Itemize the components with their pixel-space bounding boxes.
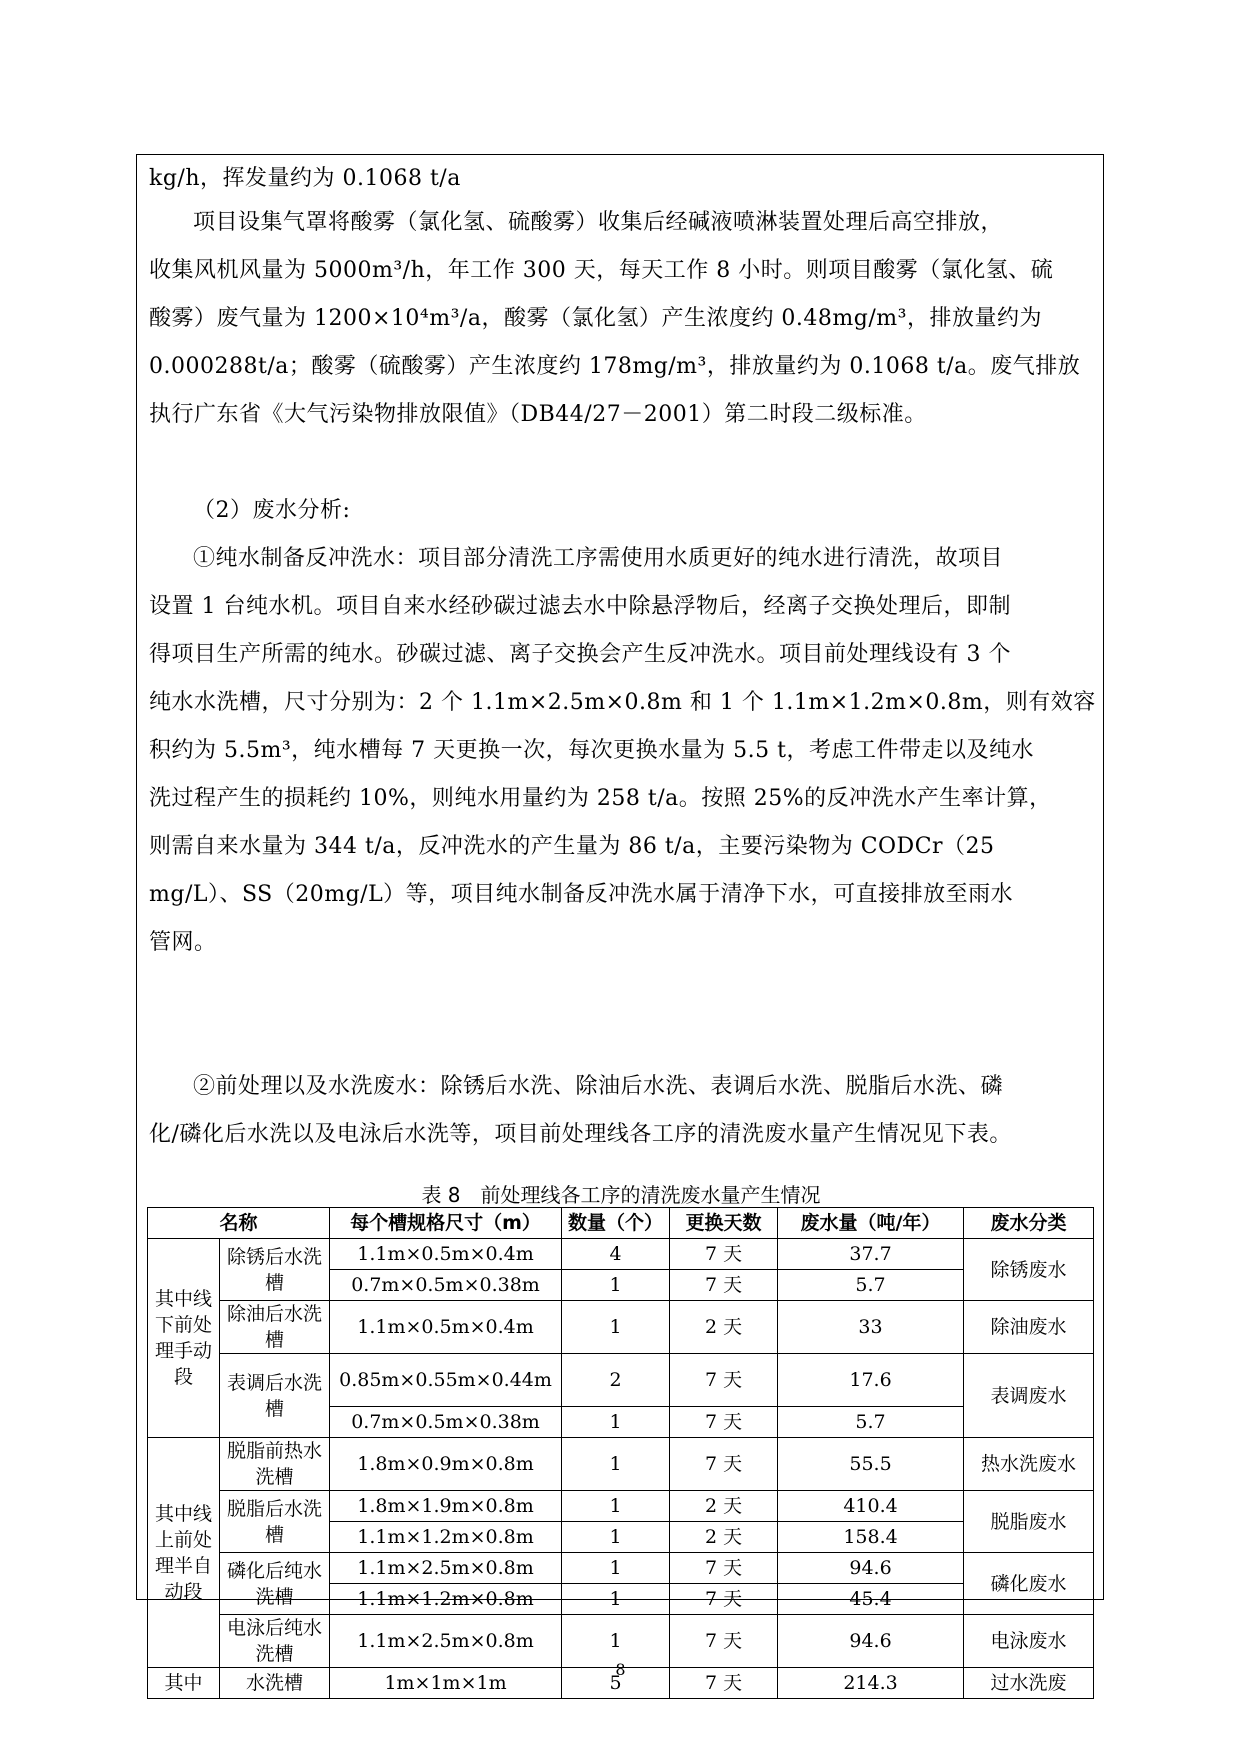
cell-days: 7 天 <box>670 1615 778 1668</box>
cell-category: 除油废水 <box>964 1301 1094 1354</box>
cell-days: 2 天 <box>670 1491 778 1522</box>
text-line: 洗过程产生的损耗约 10%，则纯水用量约为 258 t/a。按照 25%的反冲洗水产生率计算， <box>149 786 1052 811</box>
text-line: （2）废水分析: <box>193 498 351 523</box>
table-header-row <box>148 1208 1094 1239</box>
cell-spec: 1.1m×1.2m×0.8m <box>330 1522 562 1553</box>
text-line: ①纯水制备反冲洗水：项目部分清洗工序需使用水质更好的纯水进行清洗，故项目 <box>193 546 1004 571</box>
text-line: 化/磷化后水洗以及电泳后水洗等，项目前处理线各工序的清洗废水量产生情况见下表。 <box>149 1122 1012 1147</box>
cell-amount: 37.7 <box>778 1239 964 1270</box>
text-line: 积约为 5.5m³，纯水槽每 7 天更换一次，每次更换水量为 5.5 t，考虑工件带走以及纯水 <box>149 738 1034 763</box>
text-line: 设置 1 台纯水机。项目自来水经砂碳过滤去水中除悬浮物后，经离子交换处理后，即制 <box>149 594 1011 619</box>
cell-days: 7 天 <box>670 1553 778 1584</box>
header-category: 废水分类 <box>964 1208 1094 1239</box>
wastewater-table <box>147 1207 1094 1699</box>
cell-category: 热水洗废水 <box>964 1438 1094 1491</box>
cell-qty: 1 <box>562 1270 670 1301</box>
cell-qty: 1 <box>562 1522 670 1553</box>
cell-spec: 0.7m×0.5m×0.38m <box>330 1407 562 1438</box>
text-line: mg/L）、SS（20mg/L）等，项目纯水制备反冲洗水属于清净下水，可直接排放至雨水 <box>149 882 1014 907</box>
header-qty: 数量（个） <box>562 1208 670 1239</box>
cell-spec: 1.1m×1.2m×0.8m <box>330 1584 562 1615</box>
wastewater-heading <box>149 487 1093 535</box>
cell-amount: 55.5 <box>778 1438 964 1491</box>
cell-category: 脱脂废水 <box>964 1491 1094 1553</box>
header-spec: 每个槽规格尺寸（m） <box>330 1208 562 1239</box>
cell-amount: 5.7 <box>778 1270 964 1301</box>
cell-amount: 33 <box>778 1301 964 1354</box>
cell-days: 7 天 <box>670 1584 778 1615</box>
table-row <box>148 1491 1094 1522</box>
acid-fog-paragraph <box>149 199 1093 439</box>
cell-days: 7 天 <box>670 1407 778 1438</box>
text-line: ②前处理以及水洗废水：除锈后水洗、除油后水洗、表调后水洗、脱脂后水洗、磷 <box>193 1074 1004 1099</box>
cell-spec: 1.1m×2.5m×0.8m <box>330 1615 562 1668</box>
text-line: 管网。 <box>149 930 217 955</box>
cell-days: 7 天 <box>670 1354 778 1407</box>
cell-spec: 1.1m×0.5m×0.4m <box>330 1301 562 1354</box>
table-row <box>148 1239 1094 1270</box>
content-frame <box>136 154 1104 1694</box>
cell-name: 表调后水洗槽 <box>220 1354 330 1438</box>
cell-category: 过水洗废 <box>964 1668 1094 1699</box>
text-line: 则需自来水量为 344 t/a，反冲洗水的产生量为 86 t/a，主要污染物为 CODCr（25 <box>149 834 995 859</box>
section-label-manual: 其中线下前处理手动段 <box>148 1239 220 1438</box>
cell-amount: 94.6 <box>778 1615 964 1668</box>
table-row <box>148 1438 1094 1491</box>
page-number: 8 <box>615 1660 626 1679</box>
text-line: 酸雾）废气量为 1200×10⁴m³/a，酸雾（氯化氢）产生浓度约 0.48mg/m³，排放量约为 <box>149 306 1042 331</box>
cell-days: 7 天 <box>670 1239 778 1270</box>
cell-amount: 45.4 <box>778 1584 964 1615</box>
cell-qty: 1 <box>562 1491 670 1522</box>
cell-spec: 1.8m×1.9m×0.8m <box>330 1491 562 1522</box>
cell-category: 电泳废水 <box>964 1615 1094 1668</box>
cell-spec: 0.7m×0.5m×0.38m <box>330 1270 562 1301</box>
text-line: 0.000288t/a；酸雾（硫酸雾）产生浓度约 178mg/m³，排放量约为 0.1068 t/a。废气排放 <box>149 354 1081 379</box>
cell-amount: 94.6 <box>778 1553 964 1584</box>
cell-spec: 0.85m×0.55m×0.44m <box>330 1354 562 1407</box>
cell-amount: 410.4 <box>778 1491 964 1522</box>
cell-days: 2 天 <box>670 1522 778 1553</box>
cell-category: 除锈废水 <box>964 1239 1094 1301</box>
table-row <box>148 1553 1094 1584</box>
cell-spec: 1.1m×0.5m×0.4m <box>330 1239 562 1270</box>
header-amount: 废水量（吨/年） <box>778 1208 964 1239</box>
cell-amount: 17.6 <box>778 1354 964 1407</box>
text-line: 执行广东省《大气污染物排放限值》（DB44/27－2001）第二时段二级标准。 <box>149 402 927 427</box>
cell-category: 表调废水 <box>964 1354 1094 1438</box>
cell-name: 脱脂后水洗槽 <box>220 1491 330 1553</box>
cell-qty: 1 <box>562 1553 670 1584</box>
cell-name: 除锈后水洗槽 <box>220 1239 330 1301</box>
text-line: kg/h，挥发量约为 0.1068 t/a <box>149 166 461 191</box>
cell-spec: 1.1m×2.5m×0.8m <box>330 1553 562 1584</box>
cell-name: 除油后水洗槽 <box>220 1301 330 1354</box>
cell-amount: 158.4 <box>778 1522 964 1553</box>
table-caption: 表 8 前处理线各工序的清洗废水量产生情况 <box>421 1183 821 1207</box>
cell-qty: 5 <box>562 1668 670 1699</box>
continuation-paragraph <box>149 155 1093 203</box>
cell-name: 水洗槽 <box>220 1668 330 1699</box>
cell-spec: 1.8m×0.9m×0.8m <box>330 1438 562 1491</box>
text-line: 纯水水洗槽，尺寸分别为：2 个 1.1m×2.5m×0.8m 和 1 个 1.1m×1.2m×0.8m，则有效容 <box>149 690 1096 715</box>
cell-days: 7 天 <box>670 1668 778 1699</box>
cell-name: 脱脂前热水洗槽 <box>220 1438 330 1491</box>
section-label-last: 其中 <box>148 1668 220 1699</box>
cell-qty: 1 <box>562 1301 670 1354</box>
cell-qty: 1 <box>562 1584 670 1615</box>
cell-amount: 5.7 <box>778 1407 964 1438</box>
cell-qty: 2 <box>562 1354 670 1407</box>
cell-qty: 1 <box>562 1438 670 1491</box>
cell-name: 电泳后纯水洗槽 <box>220 1615 330 1668</box>
cell-category: 磷化废水 <box>964 1553 1094 1615</box>
pure-water-paragraph <box>149 535 1096 967</box>
cell-days: 2 天 <box>670 1301 778 1354</box>
text-line: 项目设集气罩将酸雾（氯化氢、硫酸雾）收集后经碱液喷淋装置处理后高空排放， <box>193 210 1004 235</box>
cell-qty: 4 <box>562 1239 670 1270</box>
text-line: 得项目生产所需的纯水。砂碳过滤、离子交换会产生反冲洗水。项目前处理线设有 3 个 <box>149 642 1011 667</box>
header-name: 名称 <box>148 1208 330 1239</box>
section-label-semi: 其中线上前处理半自动段 <box>148 1438 220 1668</box>
cell-spec: 1m×1m×1m <box>330 1668 562 1699</box>
cell-days: 7 天 <box>670 1438 778 1491</box>
cell-qty: 1 <box>562 1615 670 1668</box>
cell-qty: 1 <box>562 1407 670 1438</box>
table-row <box>148 1354 1094 1407</box>
header-days: 更换天数 <box>670 1208 778 1239</box>
pretreatment-paragraph <box>149 1063 1093 1159</box>
table-row <box>148 1301 1094 1354</box>
cell-amount: 214.3 <box>778 1668 964 1699</box>
text-line: 收集风机风量为 5000m³/h，年工作 300 天，每天工作 8 小时。则项目酸雾（氯化氢、硫 <box>149 258 1054 283</box>
cell-days: 7 天 <box>670 1270 778 1301</box>
cell-name: 磷化后纯水洗槽 <box>220 1553 330 1615</box>
